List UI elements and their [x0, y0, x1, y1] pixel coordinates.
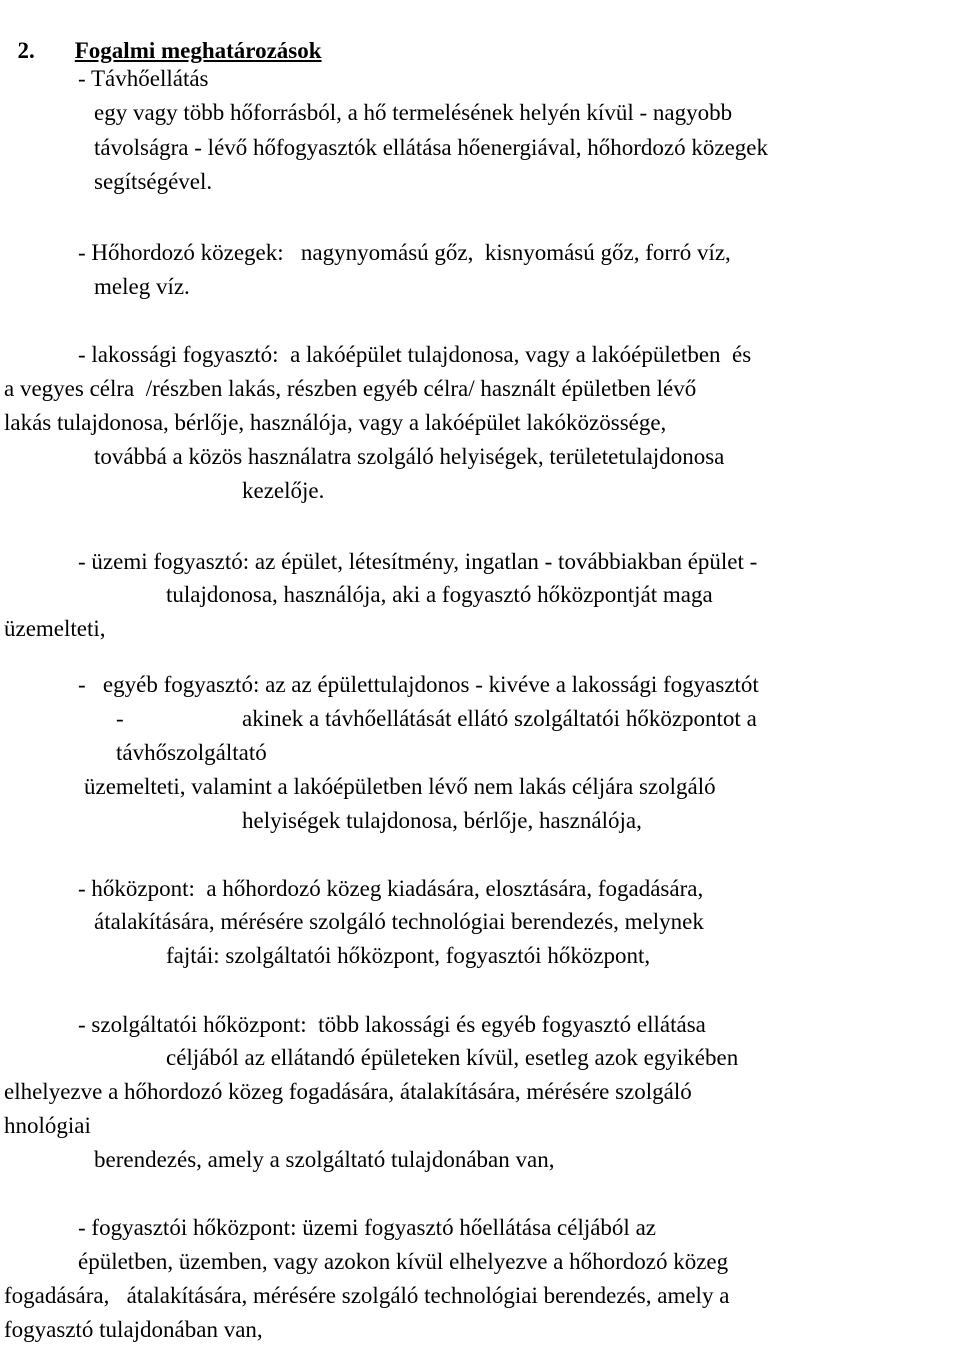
definition-line: segítségével. — [94, 169, 213, 194]
definition-line: távhőszolgáltató — [116, 740, 267, 765]
definition-line: fajtái: szolgáltatói hőközpont, fogyasztói hőközpont, — [166, 943, 651, 968]
term-egyeb-fogyaszto: - egyéb fogyasztó: az az épülettulajdonos - kivéve a lakossági fogyasztót — [78, 672, 759, 697]
definition-line: egy vagy több hőforrásból, a hő termelésének helyén kívül - nagyobb — [94, 100, 733, 125]
definition-line: üzemelteti, — [4, 616, 106, 641]
definition-line: a vegyes célra /részben lakás, részben egyéb célra/ használt épületben lévő — [4, 376, 697, 401]
definition-line: épületben, üzemben, vagy azokon kívül elhelyezve a hőhordozó közeg — [78, 1249, 729, 1274]
definition-line: berendezés, amely a szolgáltató tulajdonában van, — [94, 1147, 555, 1172]
term-szolgaltatoi-hokozpont: - szolgáltatói hőközpont: több lakossági és egyéb fogyasztó ellátása — [78, 1012, 706, 1037]
term-tavhoellatas: - Távhőellátás — [78, 66, 209, 91]
definition-line: fogadására, átalakítására, mérésére szolgáló technológiai berendezés, amely a — [4, 1283, 730, 1308]
definition-line: meleg víz. — [94, 274, 190, 299]
definition-line: hnológiai — [4, 1113, 91, 1138]
term-hohordozo-kozegek: - Hőhordozó közegek: nagynyomású gőz, kisnyomású gőz, forró víz, — [78, 240, 731, 265]
definition-line: akinek a távhőellátását ellátó szolgáltatói hőközpontot a — [242, 706, 757, 731]
term-fogyasztoi-hokozpont: - fogyasztói hőközpont: üzemi fogyasztó hőellátása céljából az — [78, 1215, 656, 1240]
definition-line: fogyasztó tulajdonában van, — [4, 1317, 263, 1342]
definition-line: lakás tulajdonosa, bérlője, használója, vagy a lakóépület lakóközössége, — [4, 410, 667, 435]
definition-dash: - — [116, 706, 124, 731]
definition-line: üzemelteti, valamint a lakóépületben lévő nem lakás céljára szolgáló — [84, 774, 716, 799]
definition-line: helyiségek tulajdonosa, bérlője, használója, — [242, 808, 642, 833]
definition-line: átalakítására, mérésére szolgáló technológiai berendezés, melynek — [94, 909, 704, 934]
section-title: Fogalmi meghatározások — [74, 38, 322, 63]
definition-line: kezelője. — [242, 478, 325, 503]
definition-line: továbbá a közös használatra szolgáló helyiségek, területetulajdonosa — [94, 444, 725, 469]
definition-line: elhelyezve a hőhordozó közeg fogadására, átalakítására, mérésére szolgáló — [4, 1079, 692, 1104]
definition-line: céljából az ellátandó épületeken kívül, esetleg azok egyikében — [166, 1045, 739, 1070]
section-heading — [6, 0, 322, 63]
term-lakossagi-fogyaszto: - lakossági fogyasztó: a lakóépület tulajdonosa, vagy a lakóépületben és — [78, 342, 752, 367]
term-hokozpont: - hőközpont: a hőhordozó közeg kiadására, elosztására, fogadására, — [78, 876, 704, 901]
section-number: 2. — [17, 38, 35, 63]
definition-line: tulajdonosa, használója, aki a fogyasztó hőközpontját maga — [166, 582, 713, 607]
definition-line: távolságra - lévő hőfogyasztók ellátása hőenergiával, hőhordozó közegek — [94, 135, 768, 160]
term-uzemi-fogyaszto: - üzemi fogyasztó: az épület, létesítmény, ingatlan - továbbiakban épület - — [78, 549, 758, 574]
